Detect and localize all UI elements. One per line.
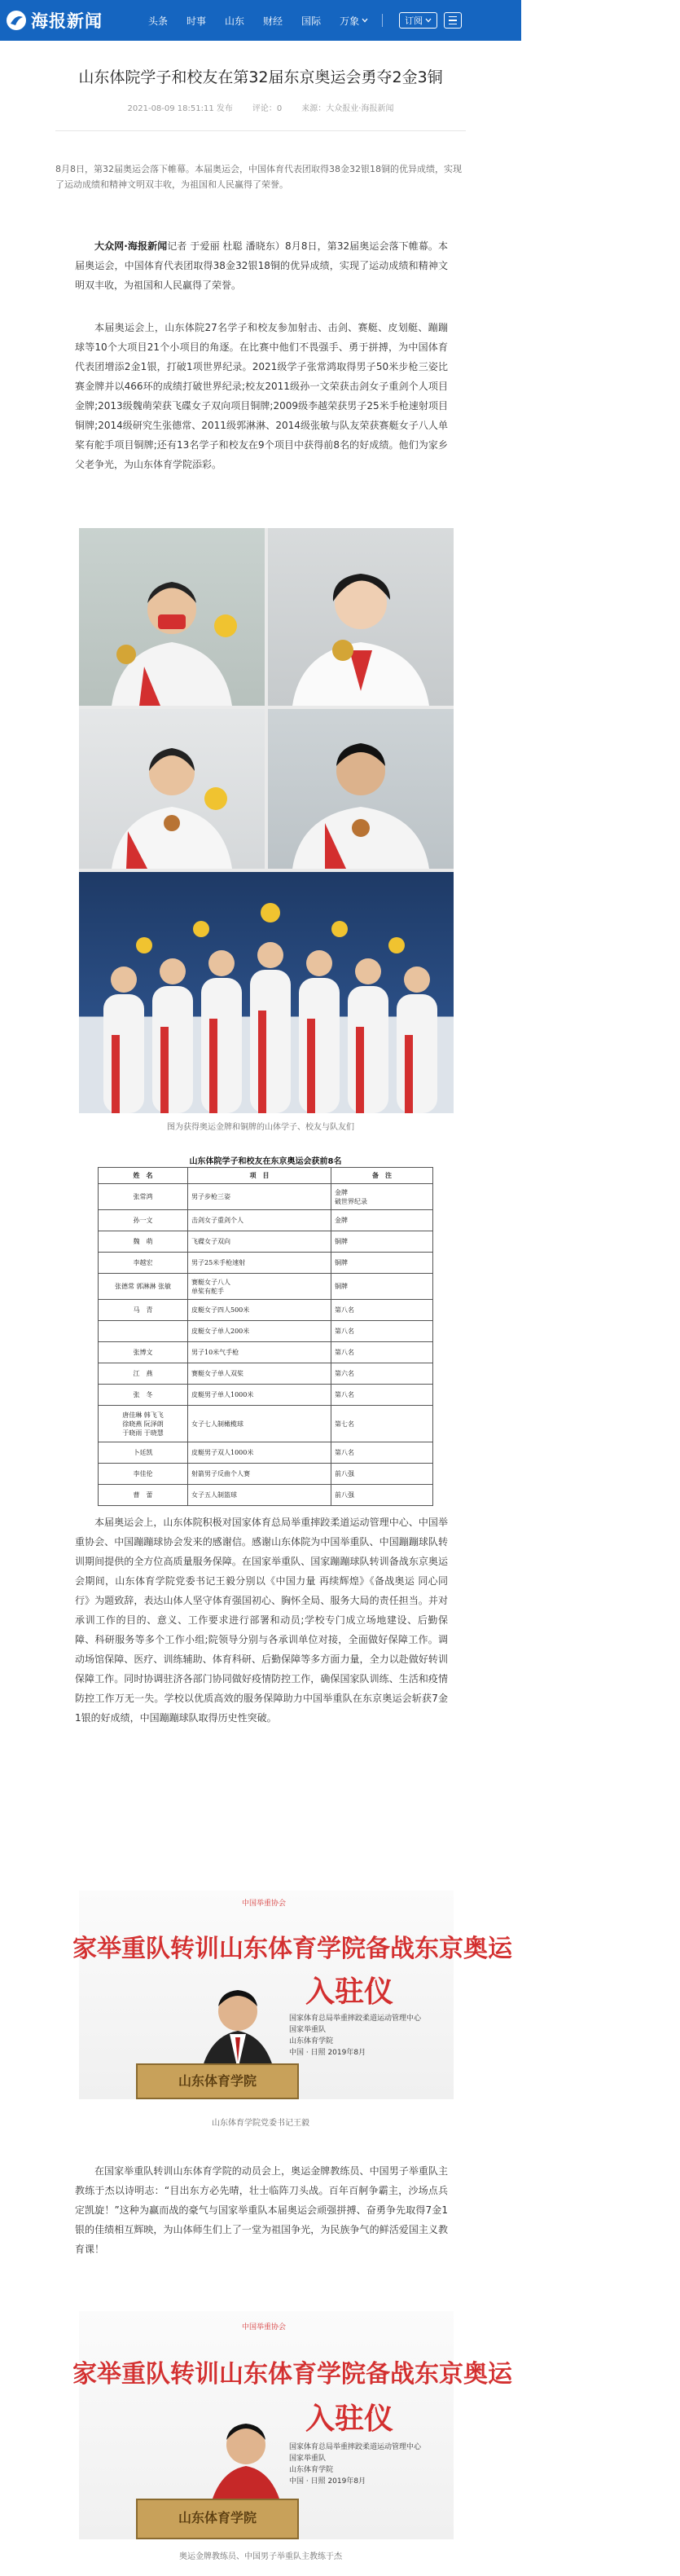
cell-event: 击剑女子重剑个人	[188, 1210, 331, 1231]
cell-name: 张博文	[99, 1342, 188, 1363]
cell-event: 皮艇女子单人200米	[188, 1321, 331, 1342]
photo-team-rowing	[79, 872, 454, 1113]
banner-headline: 家举重队转训山东体育学院备战东京奥运	[72, 1935, 512, 1963]
main-nav	[148, 14, 387, 28]
nav-item-more[interactable]	[340, 14, 368, 28]
podium	[136, 2063, 299, 2099]
banner-host-2: 国家举重队	[289, 2455, 327, 2463]
banner-host-1: 国家体育总局举重摔跤柔道运动管理中心	[289, 2015, 422, 2023]
paragraph-lead	[75, 236, 448, 295]
cell-name: 张 冬	[99, 1385, 188, 1406]
nav-item-shandong[interactable]: 山东	[225, 15, 245, 27]
athletes-photo-collage	[79, 528, 454, 1113]
cell-name: 李越宏	[99, 1253, 188, 1274]
logo-icon	[5, 9, 28, 32]
cell-name: 李佳伦	[99, 1464, 188, 1485]
banner-venue: 山东体育学院	[289, 2466, 334, 2474]
cell-note: 铜牌	[331, 1274, 433, 1300]
banner-host-1: 国家体育总局举重摔跤柔道运动管理中心	[289, 2443, 422, 2451]
banner-headline: 家举重队转训山东体育学院备战东京奥运	[72, 2360, 512, 2389]
cell-name: 孙一文	[99, 1210, 188, 1231]
cell-event: 皮艇女子四人500米	[188, 1300, 331, 1321]
medal-table-body	[99, 1184, 433, 1506]
chevron-down-icon	[425, 18, 432, 23]
subscribe-label: 订阅	[405, 15, 423, 26]
nav-divider	[382, 14, 383, 27]
paragraph-4: 在国家举重队转训山东体育学院的动员会上，奥运金牌教练员、中国男子举重队主教练于杰以诗明志：“目出东方必先晴，壮士临阵刀头战。百年百舸争霸主，沙场点兵定凯旋！”这种为赢而战的豪气与国家举重队本届奥运会顽强拼搏、奋勇争先取得7金1银的佳绩相互辉映，为山体师生们上了一堂为祖国争光，为民族争气的鲜活爱国主义教育课！	[75, 2165, 448, 2255]
cell-name: 曹 蕾	[99, 1485, 188, 1506]
cell-event: 赛艇女子单人双桨	[188, 1363, 331, 1385]
podium	[136, 2499, 299, 2539]
table-row	[99, 1300, 433, 1321]
cell-event: 男子25米手枪速射	[188, 1253, 331, 1274]
article-summary: 8月8日，第32届奥运会落下帷幕。本届奥运会，中国体育代表团取得38金32银18铜的优异成绩，实现了运动成绩和精神文明双丰收，为祖国和人民赢得了荣誉。	[55, 164, 462, 190]
publish-date: 2021-08-09 18:51:11 发布	[127, 104, 233, 113]
table-row	[99, 1464, 433, 1485]
cell-event: 射箭男子反曲个人赛	[188, 1464, 331, 1485]
table-row	[99, 1274, 433, 1300]
banner-hosts	[289, 2442, 421, 2487]
cell-name: 张德常 郭淋淋 张敏	[99, 1274, 188, 1300]
cell-event: 女子五人制篮球	[188, 1485, 331, 1506]
photo-athlete-2	[268, 528, 454, 706]
team-figures	[79, 872, 454, 1113]
column-header-name: 姓 名	[99, 1168, 188, 1184]
cell-name: 唐佳琳 韩飞飞 徐晓燕 阮泽朗 于晓雨 于晓慧	[99, 1406, 188, 1442]
article-title: 山东体院学子和校友在第32届东京奥运会勇夺2金3铜	[78, 68, 443, 86]
cell-name: 卜廷凯	[99, 1442, 188, 1464]
table-row	[99, 1342, 433, 1363]
medal-table-title: 山东体院学子和校友在东京奥运会获前8名	[189, 1157, 342, 1166]
article-meta	[0, 101, 521, 113]
athlete-figure	[79, 709, 265, 869]
cell-note: 金牌 破世界纪录	[331, 1184, 433, 1210]
paragraph-2: 本届奥运会上，山东体院27名学子和校友参加射击、击剑、赛艇、皮划艇、蹦蹦球等10个大项目21个小项目的角逐。在比赛中他们不畏强手、勇于拼搏，为中国体育代表团增添2金1银，打破1项世界纪录。2021级学子张常鸿取得男子50米步枪三姿比赛金牌并以466环的成绩打破世界纪录;校友2011级孙一文荣获击剑女子重剑个人项目金牌;2013级魏萌荣获飞碟女子双向项目铜牌;2009级李越荣获男子25米手枪速射项目铜牌;2014级研究生张德常、2011级郭淋淋、2014级张敏与队友荣获赛艇女子八人单桨有舵手项目铜牌;还有13名学子和校友在9个项目中获得前8名的好成绩。他们为家乡父老争光，为山东体育学院添彩。	[75, 322, 448, 470]
cell-note: 铜牌	[331, 1231, 433, 1253]
logo-text: 海报新闻	[31, 11, 103, 31]
banner-hosts	[289, 2013, 421, 2059]
banner-org: 中国举重协会	[242, 1900, 287, 1908]
cell-event: 男子10米气手枪	[188, 1342, 331, 1363]
cell-event: 皮艇男子单人1000米	[188, 1385, 331, 1406]
cell-note: 前八强	[331, 1485, 433, 1506]
nav-item-finance[interactable]: 财经	[263, 15, 283, 27]
table-row	[99, 1363, 433, 1385]
cell-note: 第八名	[331, 1342, 433, 1363]
banner-ceremony: 入驻仪	[305, 1975, 394, 2009]
table-row	[99, 1184, 433, 1210]
banner-venue: 山东体育学院	[289, 2037, 334, 2045]
medal-table	[98, 1167, 433, 1506]
table-row	[99, 1231, 433, 1253]
athlete-figure	[268, 528, 454, 706]
chevron-down-icon	[362, 18, 368, 23]
cell-note: 第七名	[331, 1406, 433, 1442]
table-row	[99, 1485, 433, 1506]
photo-athlete-3	[79, 709, 265, 869]
top-nav-bar	[0, 0, 521, 41]
athlete-figure	[79, 528, 265, 706]
cell-name: 魏 萌	[99, 1231, 188, 1253]
nav-item-headlines[interactable]: 头条	[148, 15, 169, 27]
photo-caption-1: 图为获得奥运金牌和铜牌的山体学子、校友与队友们	[167, 1123, 354, 1132]
table-row	[99, 1442, 433, 1464]
nav-item-current-affairs[interactable]: 时事	[186, 15, 207, 27]
cell-note: 第八名	[331, 1385, 433, 1406]
banner-ceremony: 入驻仪	[305, 2402, 394, 2436]
cell-name: 张常鸿	[99, 1184, 188, 1210]
photo-yu-jie-speech	[72, 2311, 512, 2539]
podium-text: 山东体育学院	[178, 2073, 257, 2089]
cell-note: 前八强	[331, 1464, 433, 1485]
nav-item-more-label: 万象	[340, 15, 360, 27]
cell-note: 铜牌	[331, 1253, 433, 1274]
cell-event: 飞碟女子双向	[188, 1231, 331, 1253]
table-row	[99, 1210, 433, 1231]
cell-event: 赛艇女子八人 单桨有舵手	[188, 1274, 331, 1300]
menu-button[interactable]	[444, 12, 462, 29]
banner-host-2: 国家举重队	[289, 2026, 327, 2034]
cell-note: 金牌	[331, 1210, 433, 1231]
cell-event: 男子步枪三姿	[188, 1184, 331, 1210]
table-row	[99, 1253, 433, 1274]
menu-icon	[449, 16, 457, 18]
cell-note: 第八名	[331, 1442, 433, 1464]
photo-athlete-4	[268, 709, 454, 869]
athlete-figure	[268, 709, 454, 869]
comment-count[interactable]: 评论：0	[252, 104, 283, 113]
subscribe-button[interactable]	[399, 12, 437, 29]
divider	[55, 130, 466, 131]
podium-text: 山东体育学院	[178, 2510, 257, 2525]
cell-event: 女子七人制橄榄球	[188, 1406, 331, 1442]
photo-athlete-1	[79, 528, 265, 706]
cell-name: 江 燕	[99, 1363, 188, 1385]
photo-caption-3: 奥运金牌教练员、中国男子举重队主教练于杰	[179, 2552, 342, 2561]
cell-note: 第八名	[331, 1321, 433, 1342]
paragraph-3: 本届奥运会上，山东体院积极对国家体育总局举重摔跤柔道运动管理中心、中国举重协会、中国蹦蹦球协会发来的感谢信。感谢山东体院为中国举重队、中国蹦蹦球队转训期间提供的全方位高质量服务保障。在国家举重队、国家蹦蹦球队转训备战东京奥运会期间，山东体育学院党委书记王毅分别以《中国力量 再续辉煌》《备战奥运 同心同行》为题致辞，表达山体人坚守体育强国初心、胸怀全局、服务大局的责任担当。并对承训工作的目的、意义、工作要求进行部署和动员;学校专门成立场地建设、后勤保障、科研服务等多个工作小组;院领导分别与各承训单位对接，全面做好保障工作。调动场馆保障、医疗、训练辅助、体育科研、后勤保障等多方面力量，全力以赴做好转训保障工作。同时协调驻济各部门协同做好疫情防控工作，确保国家队训练、生活和疫情防控工作万无一失。学校以优质高效的服务保障助力中国举重队在东京奥运会斩获7金1银的好成绩，中国蹦蹦球队取得历史性突破。	[75, 1517, 448, 1724]
cell-note: 第六名	[331, 1363, 433, 1385]
photo-wang-yi-speech	[72, 1891, 512, 2099]
table-header-row	[99, 1168, 433, 1184]
cell-name: 马 青	[99, 1300, 188, 1321]
column-header-event: 项 目	[188, 1168, 331, 1184]
cell-event: 皮艇男子双人1000米	[188, 1442, 331, 1464]
photo-caption-2: 山东体育学院党委书记王毅	[212, 2119, 309, 2128]
nav-item-international[interactable]: 国际	[301, 15, 322, 27]
table-row	[99, 1385, 433, 1406]
banner-place-date: 中国 · 日照 2019年8月	[289, 2049, 366, 2057]
cell-name	[99, 1321, 188, 1342]
article-source: 来源：大众报业·海报新闻	[301, 104, 394, 113]
banner-place-date: 中国 · 日照 2019年8月	[289, 2477, 366, 2486]
table-row	[99, 1321, 433, 1342]
table-row	[99, 1406, 433, 1442]
site-logo[interactable]	[5, 8, 103, 33]
column-header-note: 备 注	[331, 1168, 433, 1184]
cell-note: 第八名	[331, 1300, 433, 1321]
lead-text: 记者 于爱丽 杜聪 潘晓东）8月8日，第32届奥运会落下帷幕。本届奥运会，中国体育代表团取得38金32银18铜的优异成绩，实现了运动成绩和精神文明双丰收，为祖国和人民赢得了荣誉。	[75, 240, 448, 291]
banner-org: 中国举重协会	[242, 2323, 287, 2332]
lead-source: 大众网·海报新闻	[94, 240, 168, 252]
